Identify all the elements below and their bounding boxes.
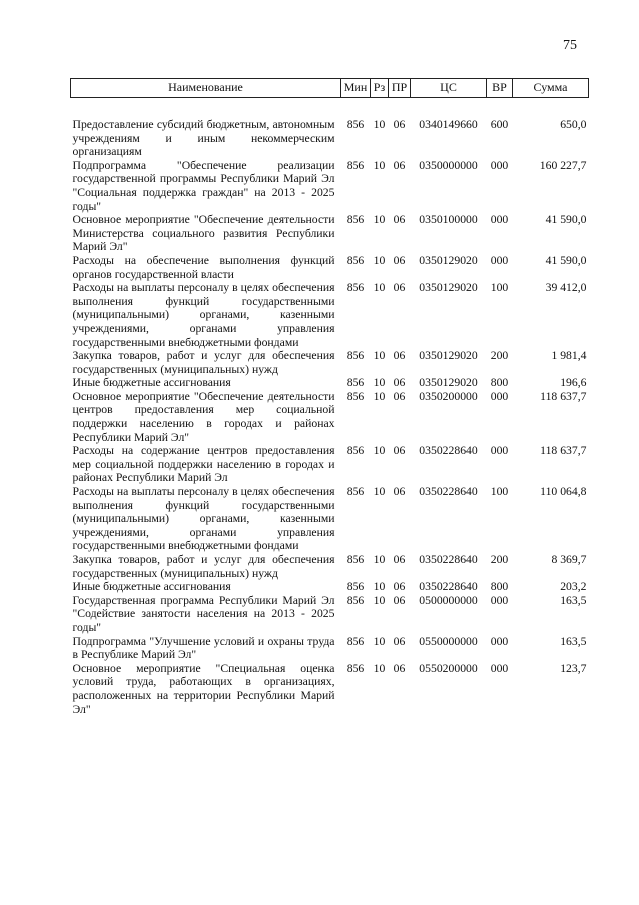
cell-pr: 06 (393, 444, 406, 458)
cell-pr: 06 (393, 485, 406, 499)
cell-vr: 600 (490, 118, 509, 131)
cell-sum: 1 981,4 (551, 349, 587, 363)
cell-cs: 0350100000 (419, 213, 478, 227)
cell-pr: 06 (393, 158, 406, 172)
cell-name: Закупка товаров, работ и услуг для обеспечения государственных (муниципальных) нужд (72, 553, 335, 580)
cell-name: Основное мероприятие "Специальная оценка условий труда, работающих в организациях, расположенных на территории Республики Марий Эл" (72, 661, 335, 716)
cell-vr: 000 (490, 593, 509, 607)
cell-vr: 000 (490, 634, 509, 648)
table-row (71, 580, 589, 594)
header-min: Мин (341, 79, 371, 98)
cell-sum: 650,0 (560, 118, 587, 131)
cell-cs: 0350129020 (419, 349, 478, 363)
cell-pr: 06 (393, 376, 406, 390)
cell-rz: 10 (373, 389, 386, 403)
table-row (71, 281, 589, 349)
cell-cs: 0550200000 (419, 661, 478, 675)
cell-rz: 10 (373, 553, 386, 566)
table-row (71, 159, 589, 213)
cell-sum: 41 590,0 (545, 253, 587, 267)
cell-pr: 06 (393, 553, 406, 566)
cell-rz: 10 (373, 444, 386, 458)
cell-min: 856 (346, 485, 365, 499)
cell-min: 856 (346, 158, 365, 172)
cell-cs: 0350228640 (419, 444, 478, 458)
table-row (71, 213, 589, 254)
cell-rz: 10 (373, 661, 386, 675)
cell-sum: 163,5 (560, 634, 587, 648)
cell-sum: 39 412,0 (545, 281, 587, 295)
cell-rz: 10 (373, 281, 386, 295)
cell-cs: 0350228640 (419, 485, 478, 499)
table-row (71, 444, 589, 485)
table-row (71, 349, 589, 376)
cell-sum: 160 227,7 (539, 158, 587, 172)
cell-pr: 06 (393, 389, 406, 403)
cell-min: 856 (346, 281, 365, 295)
cell-min: 856 (346, 634, 365, 648)
cell-rz: 10 (373, 580, 386, 594)
cell-min: 856 (346, 349, 365, 363)
cell-name: Основное мероприятие "Обеспечение деятельности центров предоставления мер социальной поддержки населению в городах и районах Республики Марий Эл" (72, 389, 335, 444)
cell-min: 856 (346, 444, 365, 458)
cell-name: Расходы на выплаты персоналу в целях обеспечения выполнения функций государственными (муниципальными) органами, казенными учреждениями, органами управления государственными внебюджетными фондами (72, 485, 335, 553)
header-name: Наименование (71, 79, 341, 98)
cell-name: Закупка товаров, работ и услуг для обеспечения государственных (муниципальных) нужд (72, 349, 335, 376)
cell-rz: 10 (373, 376, 386, 390)
cell-name: Подпрограмма "Улучшение условий и охраны труда в Республике Марий Эл" (72, 634, 335, 662)
cell-name: Государственная программа Республики Марий Эл "Содействие занятости населения на 2013 - 2025 годы" (72, 593, 335, 634)
cell-name: Предоставление субсидий бюджетным, автономным учреждениям и иным некоммерческим организациям (72, 118, 335, 159)
cell-vr: 800 (490, 376, 509, 390)
cell-vr: 000 (490, 661, 509, 675)
cell-pr: 06 (393, 661, 406, 675)
cell-rz: 10 (373, 349, 386, 363)
cell-name: Иные бюджетные ассигнования (72, 580, 231, 594)
cell-rz: 10 (373, 485, 386, 499)
table-row (71, 254, 589, 281)
cell-vr: 000 (490, 213, 509, 227)
cell-pr: 06 (393, 580, 406, 594)
cell-pr: 06 (393, 593, 406, 607)
cell-cs: 0350200000 (419, 389, 478, 403)
cell-rz: 10 (373, 634, 386, 648)
cell-sum: 118 637,7 (540, 444, 587, 458)
cell-cs: 0500000000 (419, 593, 478, 607)
table-row (71, 376, 589, 390)
header-cs: ЦС (411, 79, 487, 98)
cell-vr: 800 (490, 580, 509, 594)
cell-vr: 000 (490, 158, 509, 172)
cell-cs: 0350129020 (419, 376, 478, 390)
cell-vr: 200 (490, 349, 509, 363)
table-row (71, 485, 589, 553)
cell-pr: 06 (393, 281, 406, 295)
cell-min: 856 (346, 553, 365, 566)
cell-rz: 10 (373, 118, 386, 131)
cell-sum: 41 590,0 (545, 213, 587, 227)
table-row (71, 390, 589, 444)
cell-name: Расходы на обеспечение выполнения функций органов государственной власти (72, 253, 335, 281)
cell-sum: 196,6 (560, 376, 587, 390)
cell-min: 856 (346, 593, 365, 607)
cell-name: Подпрограмма "Обеспечение реализации государственной программы Республики Марий Эл "Социальная поддержка граждан" на 2013 - 2025 годы" (72, 158, 335, 213)
page-number: 75 (563, 38, 577, 53)
cell-sum: 203,2 (560, 580, 587, 594)
table-body (71, 98, 589, 717)
cell-cs: 0350129020 (419, 281, 478, 295)
cell-pr: 06 (393, 634, 406, 648)
cell-vr: 000 (490, 389, 509, 403)
cell-cs: 0550000000 (419, 634, 478, 648)
header-rz: Рз (371, 79, 389, 98)
cell-pr: 06 (393, 349, 406, 363)
cell-min: 856 (346, 213, 365, 227)
budget-table (70, 78, 589, 716)
cell-cs: 0350228640 (419, 553, 478, 566)
cell-cs: 0350000000 (419, 158, 478, 172)
table-row (71, 594, 589, 635)
cell-rz: 10 (373, 158, 386, 172)
cell-vr: 100 (490, 281, 509, 295)
table-row (71, 553, 589, 580)
cell-pr: 06 (393, 253, 406, 267)
cell-vr: 000 (490, 253, 509, 267)
header-vr: ВР (487, 79, 513, 98)
cell-rz: 10 (373, 593, 386, 607)
table-row (71, 662, 589, 716)
cell-min: 856 (346, 661, 365, 675)
cell-min: 856 (346, 389, 365, 403)
cell-vr: 200 (490, 553, 509, 566)
cell-vr: 000 (490, 444, 509, 458)
cell-name: Расходы на содержание центров предоставления мер социальной поддержки населению в городах и районах Республики Марий Эл (72, 444, 335, 485)
header-sum: Сумма (513, 79, 589, 98)
cell-sum: 118 637,7 (540, 389, 587, 403)
cell-sum: 8 369,7 (551, 553, 587, 566)
cell-pr: 06 (393, 118, 406, 131)
table-row (71, 98, 589, 159)
cell-vr: 100 (490, 485, 509, 499)
cell-sum: 110 064,8 (540, 485, 587, 499)
cell-sum: 123,7 (560, 661, 587, 675)
cell-cs: 0350129020 (419, 253, 478, 267)
cell-rz: 10 (373, 253, 386, 267)
cell-pr: 06 (393, 213, 406, 227)
cell-min: 856 (346, 253, 365, 267)
cell-rz: 10 (373, 213, 386, 227)
cell-min: 856 (346, 580, 365, 594)
cell-min: 856 (346, 118, 365, 131)
cell-name: Основное мероприятие "Обеспечение деятельности Министерства социального развития Республики Марий Эл" (72, 213, 335, 254)
cell-min: 856 (346, 376, 365, 390)
cell-name: Иные бюджетные ассигнования (72, 376, 231, 390)
table-row (71, 635, 589, 662)
header-pr: ПР (389, 79, 411, 98)
cell-name: Расходы на выплаты персоналу в целях обеспечения выполнения функций государственными (муниципальными) органами, казенными учреждениями, органами управления государственными внебюджетными фондами (72, 281, 335, 349)
cell-sum: 163,5 (560, 593, 587, 607)
table-header (71, 79, 589, 98)
cell-cs: 0350228640 (419, 580, 478, 594)
cell-cs: 0340149660 (419, 118, 478, 131)
